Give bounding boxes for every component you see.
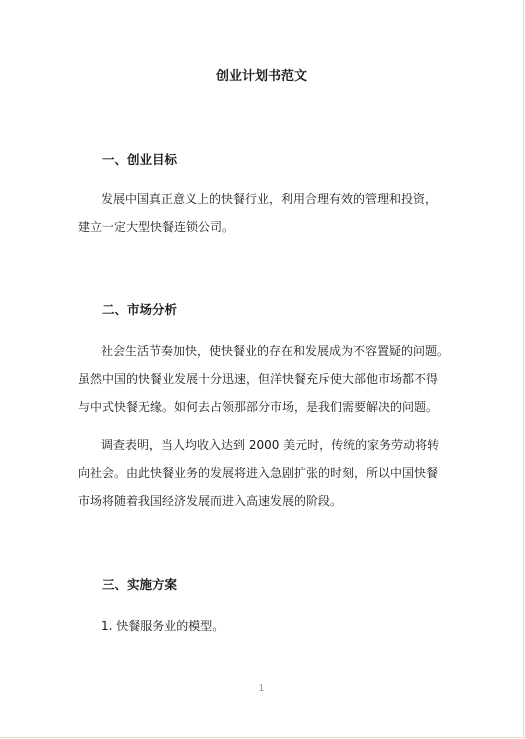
text-line: 社会生活节奏加快，使快餐业的存在和发展成为不容置疑的问题。 xyxy=(101,344,450,358)
text-line: 建立一定大型快餐连锁公司。 xyxy=(78,220,235,234)
text-line: 向社会。由此快餐业务的发展将进入急剧扩张的时刻，所以中国快餐 xyxy=(78,466,439,480)
document-title: 创业计划书范文 xyxy=(215,69,307,84)
text-line: 发展中国真正意义上的快餐行业，利用合理有效的管理和投资， xyxy=(101,192,438,206)
section-heading-plan: 三、实施方案 xyxy=(102,577,178,592)
text-line: 市场将随着我国经济发展而进入高速发展的阶段。 xyxy=(78,494,343,508)
page-number: 1 xyxy=(258,684,265,694)
paragraph-market-2 xyxy=(78,431,478,515)
section-heading-goal: 一、创业目标 xyxy=(102,152,178,167)
text-line: 调查表明，当人均收入达到 2000 美元时，传统的家务劳动将转 xyxy=(101,438,440,452)
paragraph-market-1 xyxy=(78,337,478,421)
text-line: 与中式快餐无缘。如何去占领那部分市场，是我们需要解决的问题。 xyxy=(78,400,439,414)
paragraph-plan xyxy=(78,612,478,640)
section-heading-market: 二、市场分析 xyxy=(102,302,178,317)
paragraph-goal xyxy=(78,185,478,241)
text-line: 1. 快餐服务业的模型。 xyxy=(101,619,225,633)
text-line: 虽然中国的快餐业发展十分迅速，但洋快餐充斥使大部他市场都不得 xyxy=(78,372,439,386)
